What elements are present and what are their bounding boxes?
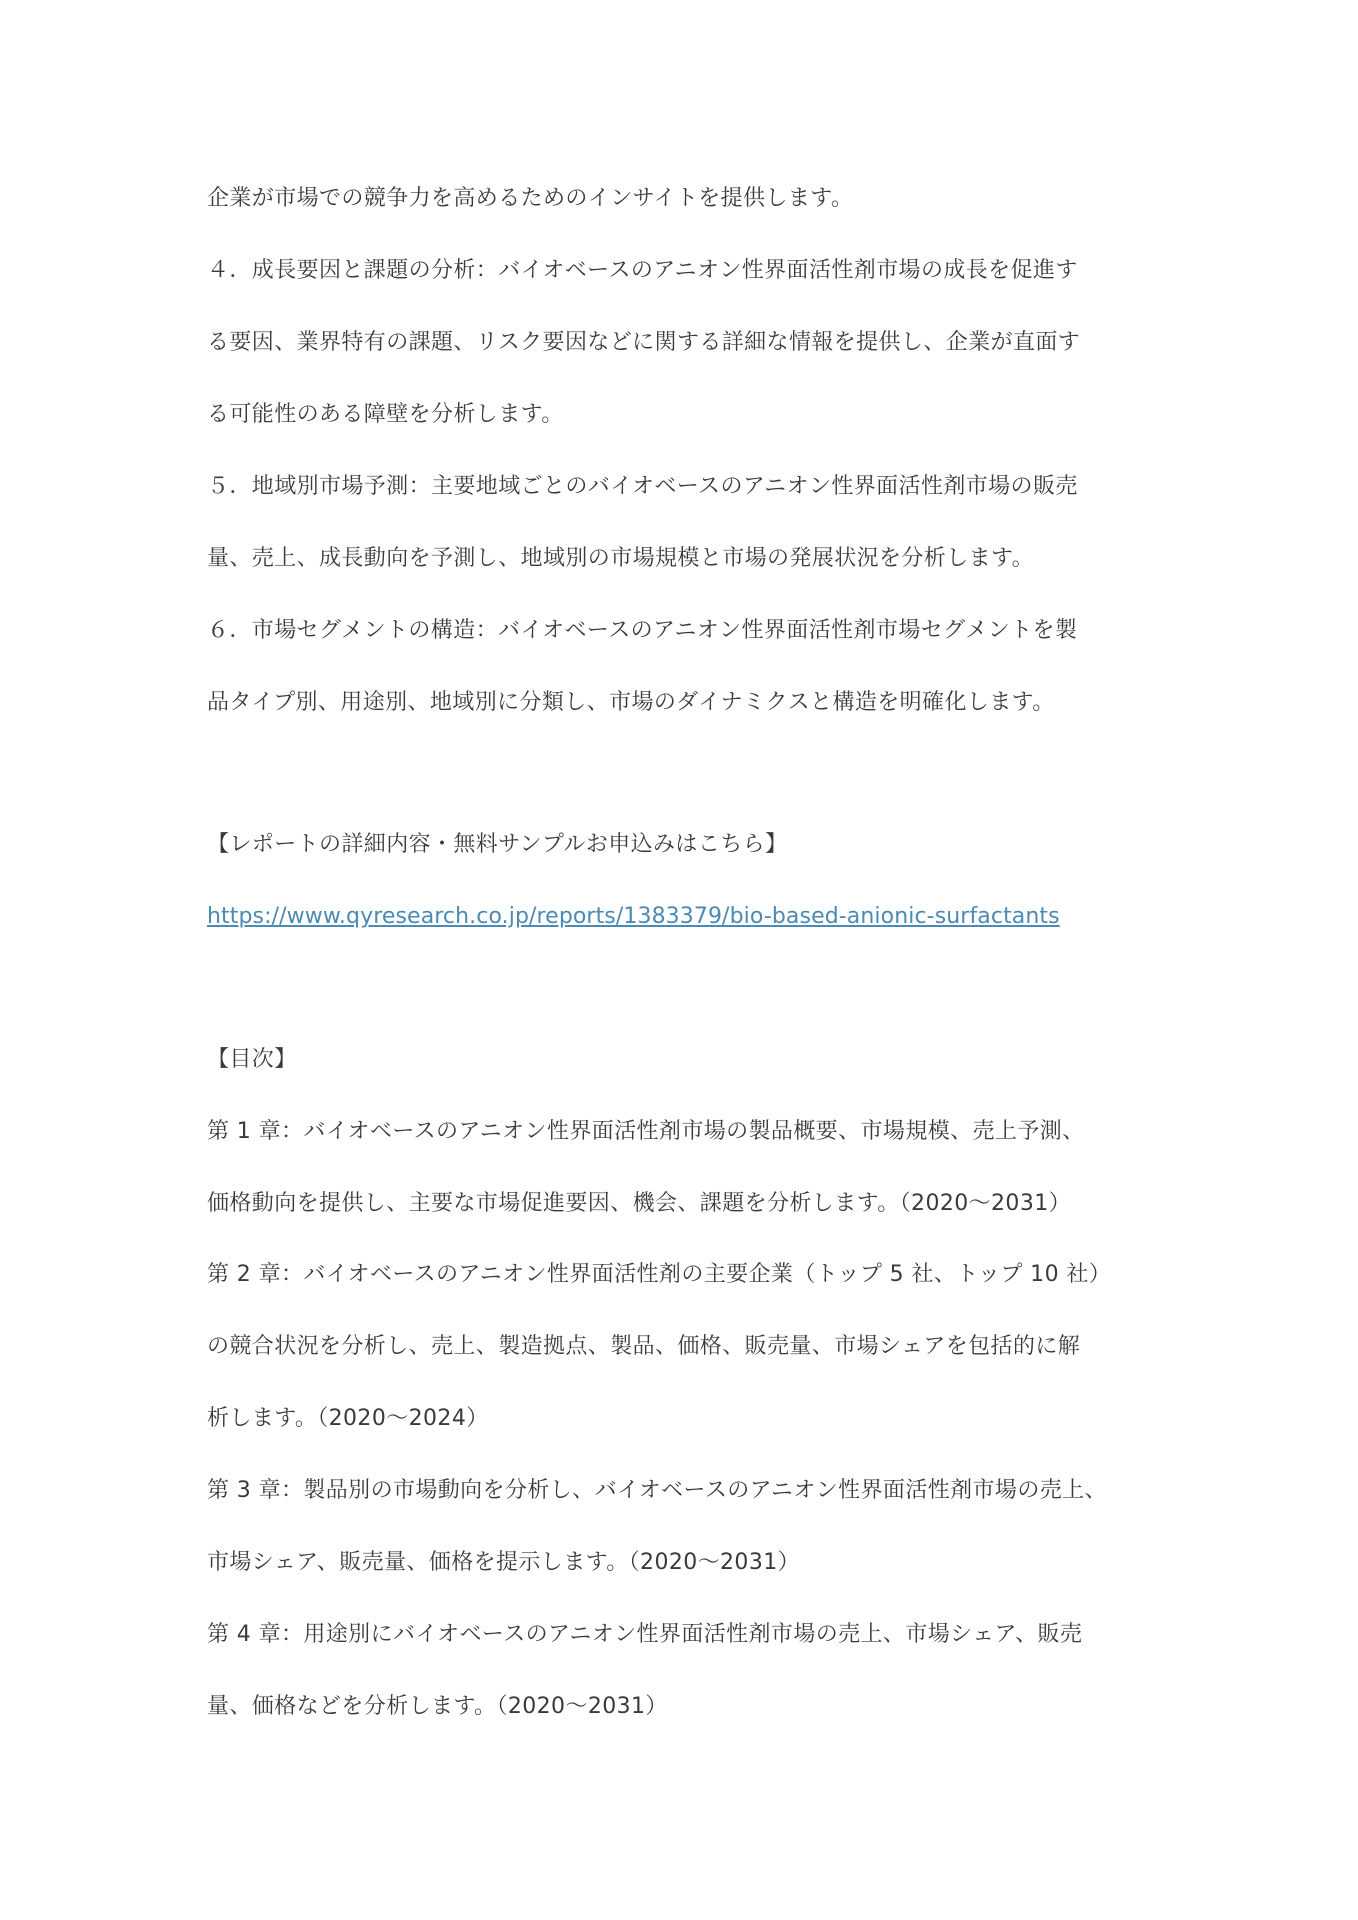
report-url-link[interactable]: https://www.qyresearch.co.jp/reports/1383379/bio-based-anionic-surfactants	[207, 904, 1060, 929]
report-detail-heading: 【レポートの詳細内容・無料サンプルお申込みはこちら】	[207, 832, 788, 857]
toc-chapter-2-line-2: の競合状況を分析し、売上、製造拠点、製品、価格、販売量、市場シェアを包括的に解	[207, 1334, 1081, 1359]
item-5-line-2: 量、売上、成長動向を予測し、地域別の市場規模と市場の発展状況を分析します。	[207, 546, 1035, 571]
item-4-line-3: る可能性のある障壁を分析します。	[207, 402, 564, 427]
toc-chapter-2-line-1: 第 2 章：バイオベースのアニオン性界面活性剤の主要企業（トップ 5 社、トップ 10 社）	[207, 1262, 1112, 1287]
toc-chapter-1-line-1: 第 1 章：バイオベースのアニオン性界面活性剤市場の製品概要、市場規模、売上予測、	[207, 1119, 1085, 1144]
toc-chapter-3-line-1: 第 3 章：製品別の市場動向を分析し、バイオベースのアニオン性界面活性剤市場の売上、	[207, 1478, 1107, 1503]
item-4-line-1: ４．成長要因と課題の分析：バイオベースのアニオン性界面活性剤市場の成長を促進す	[207, 258, 1078, 283]
toc-chapter-3-line-2: 市場シェア、販売量、価格を提示します。（2020～2031）	[207, 1550, 801, 1575]
item-6-line-1: ６．市場セグメントの構造：バイオベースのアニオン性界面活性剤市場セグメントを製	[207, 618, 1078, 643]
toc-chapter-1-line-2: 価格動向を提供し、主要な市場促進要因、機会、課題を分析します。（2020～2031）	[207, 1191, 1072, 1216]
item-5-line-1: ５．地域別市場予測：主要地域ごとのバイオベースのアニオン性界面活性剤市場の販売	[207, 474, 1078, 499]
toc-heading: 【目次】	[207, 1047, 297, 1072]
toc-chapter-4-line-2: 量、価格などを分析します。（2020～2031）	[207, 1694, 668, 1719]
toc-chapter-2-line-3: 析します。（2020～2024）	[207, 1406, 489, 1431]
paragraph-intro-end: 企業が市場での競争力を高めるためのインサイトを提供します。	[207, 186, 854, 211]
item-4-line-2: る要因、業界特有の課題、リスク要因などに関する詳細な情報を提供し、企業が直面す	[207, 330, 1081, 355]
item-6-line-2: 品タイプ別、用途別、地域別に分類し、市場のダイナミクスと構造を明確化します。	[207, 690, 1055, 715]
toc-chapter-4-line-1: 第 4 章：用途別にバイオベースのアニオン性界面活性剤市場の売上、市場シェア、販売	[207, 1622, 1083, 1647]
